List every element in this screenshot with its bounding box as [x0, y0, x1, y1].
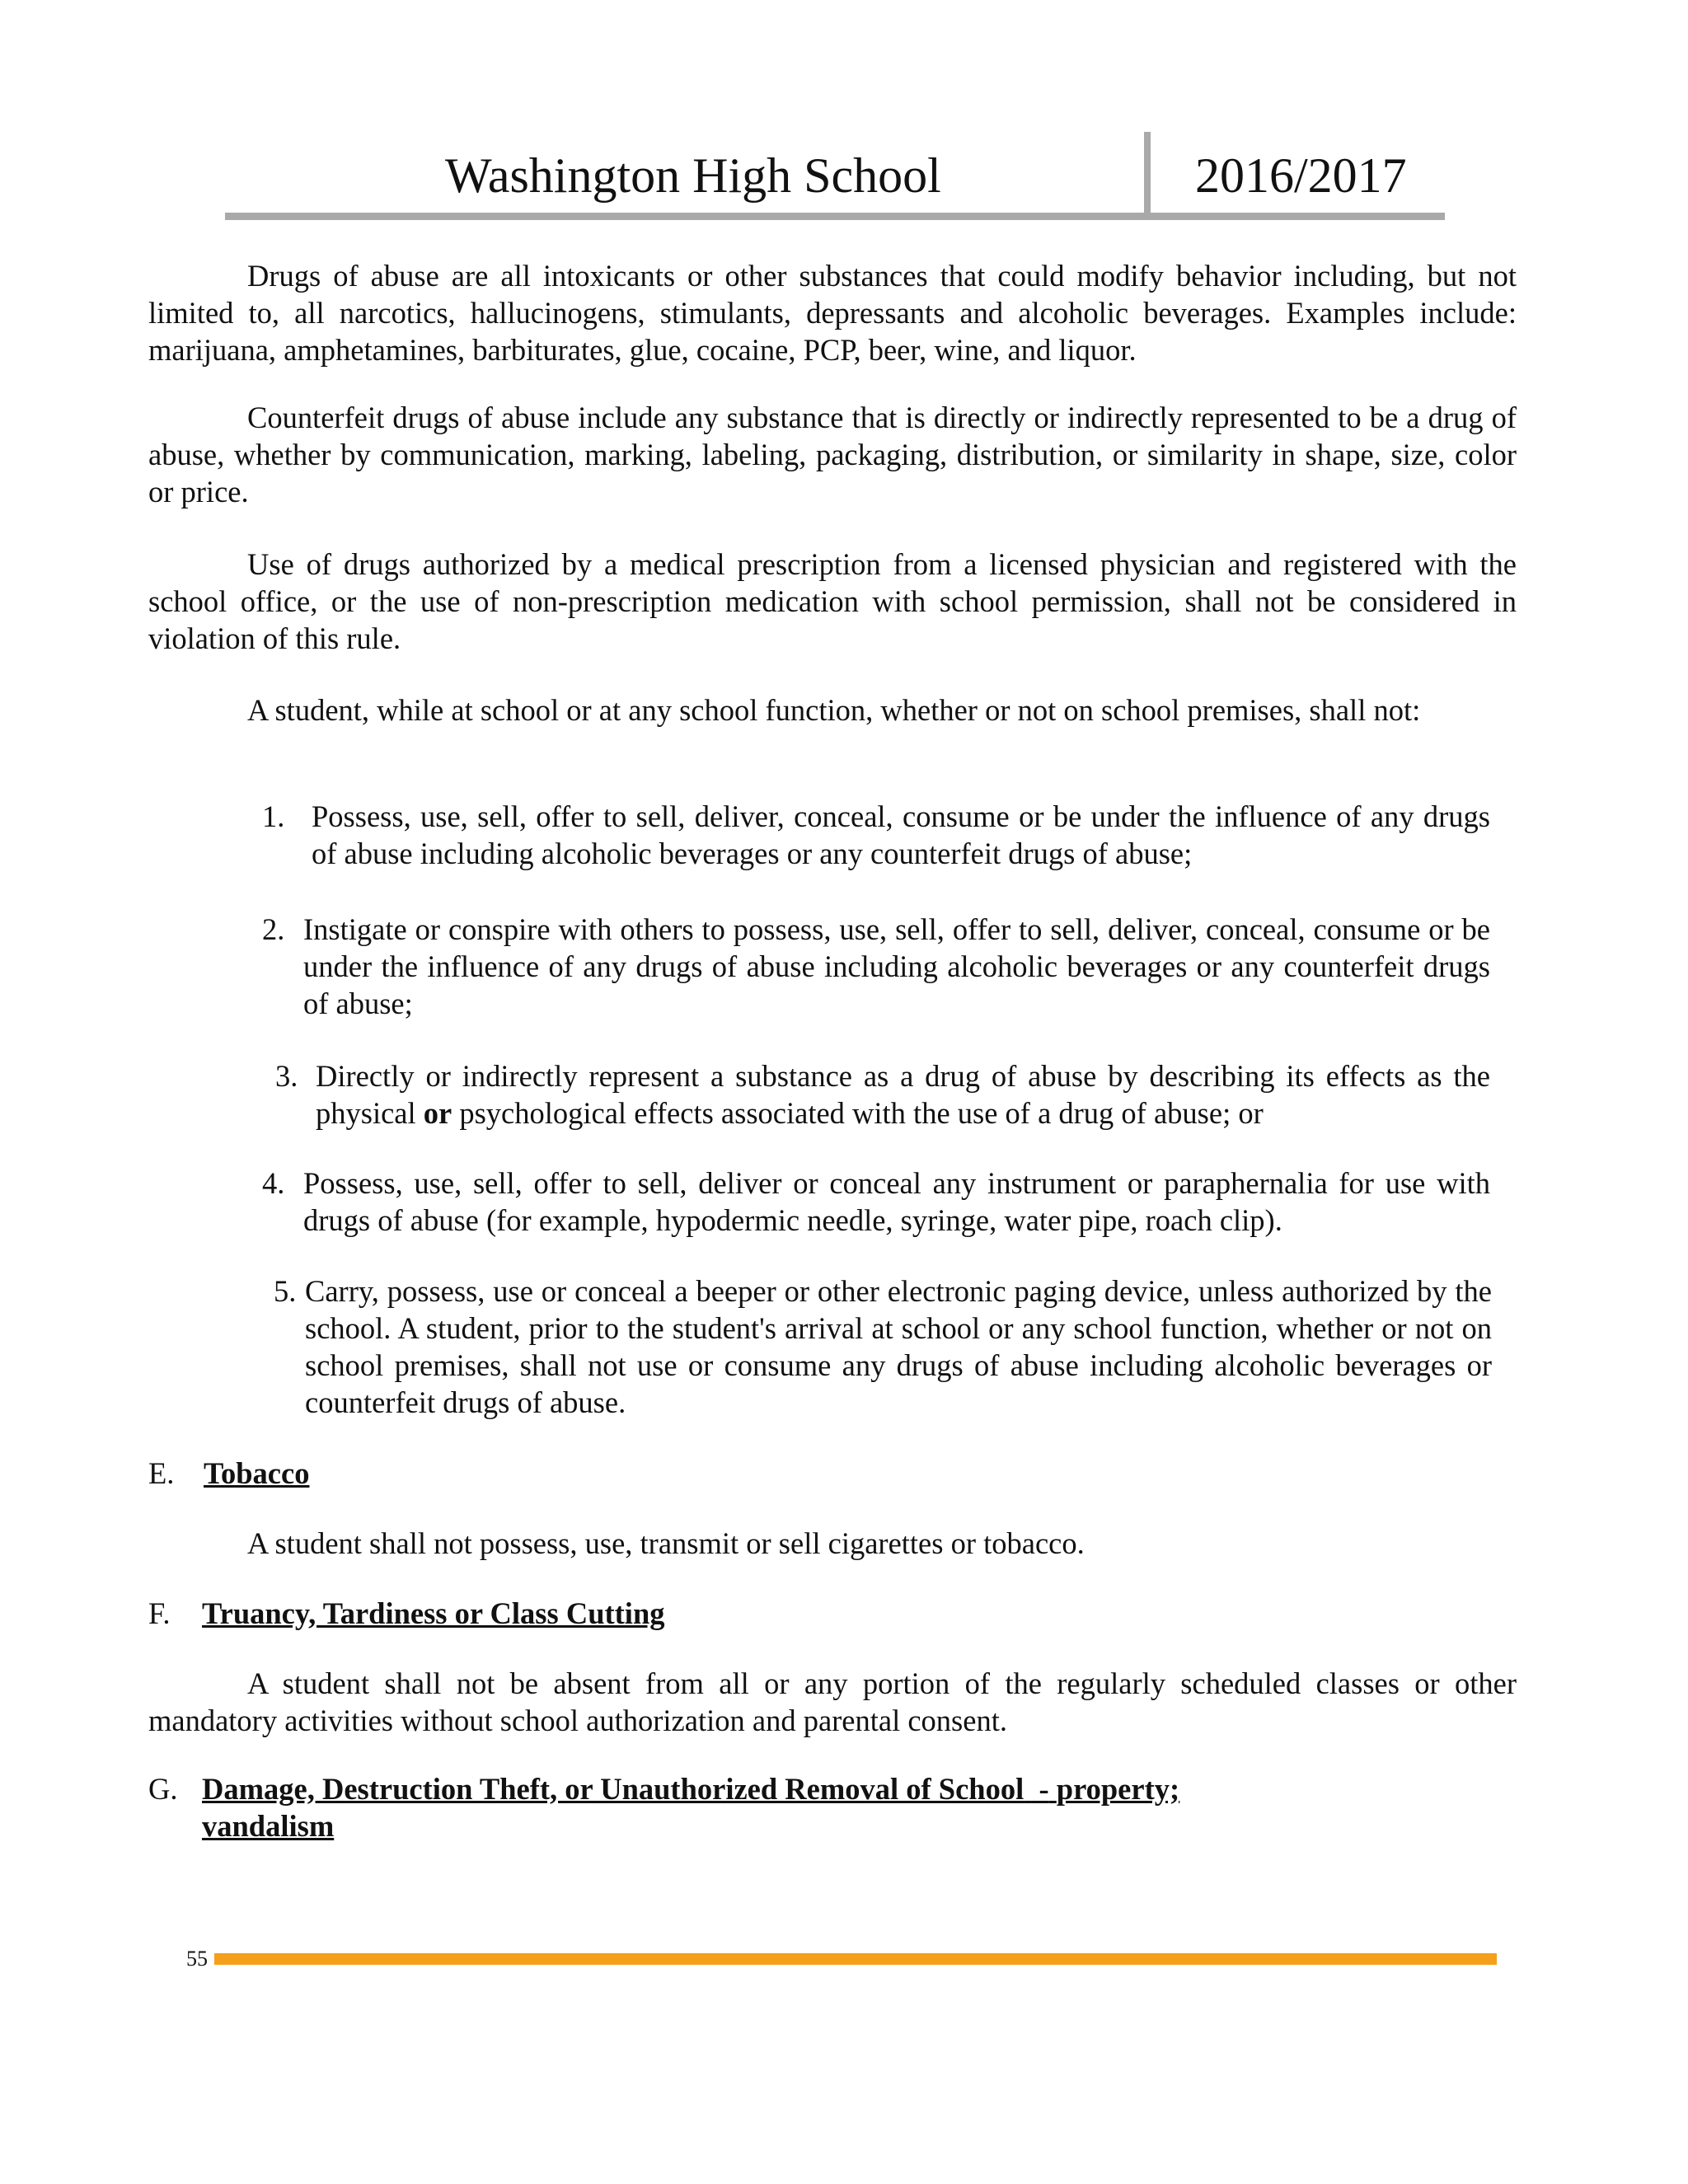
paragraph-tobacco: A student shall not possess, use, transmit or sell cigarettes or tobacco.	[247, 1526, 1085, 1560]
list-text: Directly or indirectly represent a substance as a drug of abuse by describing its effects as the physical or psychological effects associated with the use of a drug of abuse; or	[316, 1059, 1490, 1130]
page-number: 55	[186, 1947, 208, 1971]
paragraph-student-shall-not: A student, while at school or at any school function, whether or not on school premises, shall not:	[247, 693, 1421, 727]
list-number: 3.	[275, 1059, 298, 1093]
paragraph-drugs-of-abuse: Drugs of abuse are all intoxicants or other substances that could modify behavior including, but not limited to, all narcotics, hallucinogens, stimulants, depressants and alcoholic beverages. Examples include: marijuana, amphetamines, barbiturates, glue, cocaine, PCP, beer, wine, and liquor.	[148, 259, 1517, 367]
footer-rule	[214, 1953, 1497, 1965]
paragraph-prescription-use: Use of drugs authorized by a medical prescription from a licensed physician and registered with the school office, or the use of non-prescription medication with school permission, shall not be considered in violation of this rule.	[148, 547, 1517, 655]
list-text: Instigate or conspire with others to possess, use, sell, offer to sell, deliver, conceal, consume or be under the influence of any drugs of abuse including alcoholic beverages or any counterfeit drugs of abuse;	[303, 912, 1490, 1020]
list-text: Possess, use, sell, offer to sell, deliver, conceal, consume or be under the influence of any drugs of abuse including alcoholic beverages or any counterfeit drugs of abuse;	[312, 799, 1490, 870]
school-year: 2016/2017	[1195, 148, 1407, 203]
document-title: Washington High School	[445, 148, 941, 203]
paragraph-truancy: A student shall not be absent from all or any portion of the regularly scheduled classes or other mandatory activities without school authorization and parental consent.	[148, 1666, 1517, 1737]
list-number: 4.	[262, 1166, 285, 1200]
header-rule	[225, 213, 1445, 220]
paragraph-counterfeit-drugs: Counterfeit drugs of abuse include any substance that is directly or indirectly represented to be a drug of abuse, whether by communication, marking, labeling, packaging, distribution, or similarity in shape, size, color or price.	[148, 401, 1517, 509]
list-text: Carry, possess, use or conceal a beeper or other electronic paging device, unless authorized by the school. A student, prior to the student's arrival at school or any school function, whether or not on school premises, shall not use or consume any drugs of abuse including alcoholic beverages or counterfeit drugs of abuse.	[305, 1274, 1492, 1419]
list-text: Possess, use, sell, offer to sell, deliver or conceal any instrument or paraphernalia for use with drugs of abuse (for example, hypodermic needle, syringe, water pipe, roach clip).	[303, 1166, 1490, 1237]
list-number: 2.	[262, 912, 285, 946]
list-number: 5.	[274, 1274, 297, 1308]
list-number: 1.	[262, 799, 285, 833]
header-divider	[1144, 132, 1151, 219]
